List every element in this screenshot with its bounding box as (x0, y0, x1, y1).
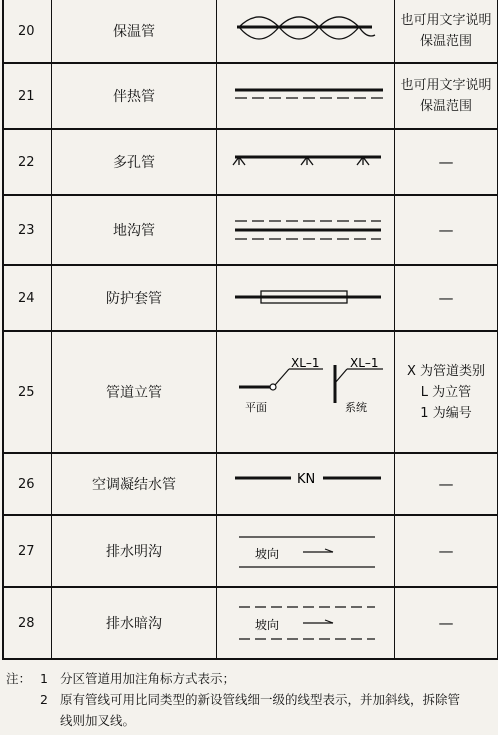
row-name: 伴热管 (52, 64, 217, 128)
row-number: 23 (4, 196, 52, 264)
trench-pipe-symbol (217, 196, 395, 264)
table-row (4, 196, 497, 266)
table-row (4, 0, 497, 64)
note-line: 保温范围 (419, 99, 472, 114)
riser-pipe-symbol (217, 332, 395, 452)
row-note: — (438, 152, 454, 171)
open-drain-symbol (217, 516, 395, 586)
row-note (395, 0, 497, 62)
table-row (4, 454, 497, 516)
row-note (395, 332, 497, 452)
row-note: — (438, 288, 454, 307)
row-note: — (438, 541, 454, 560)
footnote-label: 注： (6, 671, 32, 686)
perforated-pipe-symbol (217, 130, 395, 194)
note-line: 也可用文字说明 (400, 13, 492, 28)
kn-label: KN (297, 472, 316, 487)
note-line: 也可用文字说明 (400, 78, 492, 93)
note-line: 1 为编号 (420, 405, 472, 421)
row-name: 空调凝结水管 (52, 454, 217, 514)
footnote-2 (6, 689, 496, 710)
table-row (4, 332, 497, 454)
row-name: 保温管 (52, 0, 217, 62)
covered-drain-symbol (217, 588, 395, 658)
row-name: 排水暗沟 (52, 588, 217, 658)
table-row (4, 266, 497, 332)
insulated-pipe-symbol (217, 0, 395, 62)
row-number: 26 (4, 454, 52, 514)
row-number: 20 (4, 0, 52, 62)
legend-table (2, 0, 498, 660)
footnote-1 (6, 668, 496, 689)
table-row (4, 588, 497, 660)
table-row (4, 130, 497, 196)
note-line: 保温范围 (419, 34, 472, 49)
footnote-number: 1 (40, 671, 48, 686)
row-name: 排水明沟 (52, 516, 217, 586)
row-name: 防护套管 (52, 266, 217, 330)
row-number: 28 (4, 588, 52, 658)
footnote-text: 线则加叉线。 (60, 713, 136, 728)
condensate-pipe-symbol (217, 454, 395, 514)
slope-label: 坡向 (255, 547, 280, 561)
slope-label: 坡向 (255, 618, 280, 632)
row-note: — (438, 474, 454, 493)
footnote-number: 2 (40, 692, 48, 707)
footnote-text: 原有管线可用比同类型的新设管线细一级的线型表示，并加斜线，拆除管 (60, 692, 461, 707)
row-name: 地沟管 (52, 196, 217, 264)
riser-tag-system: XL–1 (350, 356, 379, 370)
table-row (4, 64, 497, 130)
row-number: 22 (4, 130, 52, 194)
heat-traced-pipe-symbol (217, 64, 395, 128)
system-view-label: 系统 (345, 401, 367, 414)
row-note: — (438, 613, 454, 632)
footnote-text: 分区管道用加注角标方式表示； (60, 671, 236, 686)
footnote-2-cont (6, 710, 496, 731)
note-line: X 为管道类别 (406, 363, 486, 379)
riser-tag-plan: XL–1 (291, 356, 320, 370)
row-number: 21 (4, 64, 52, 128)
row-name: 多孔管 (52, 130, 217, 194)
row-number: 25 (4, 332, 52, 452)
row-number: 24 (4, 266, 52, 330)
row-number: 27 (4, 516, 52, 586)
table-row (4, 516, 497, 588)
row-note: — (438, 220, 454, 239)
protective-sleeve-symbol (217, 266, 395, 330)
row-name: 管道立管 (52, 332, 217, 452)
note-line: L 为立管 (420, 384, 472, 400)
footnotes (6, 668, 496, 731)
plan-view-label: 平面 (245, 401, 267, 414)
row-note (395, 64, 497, 128)
